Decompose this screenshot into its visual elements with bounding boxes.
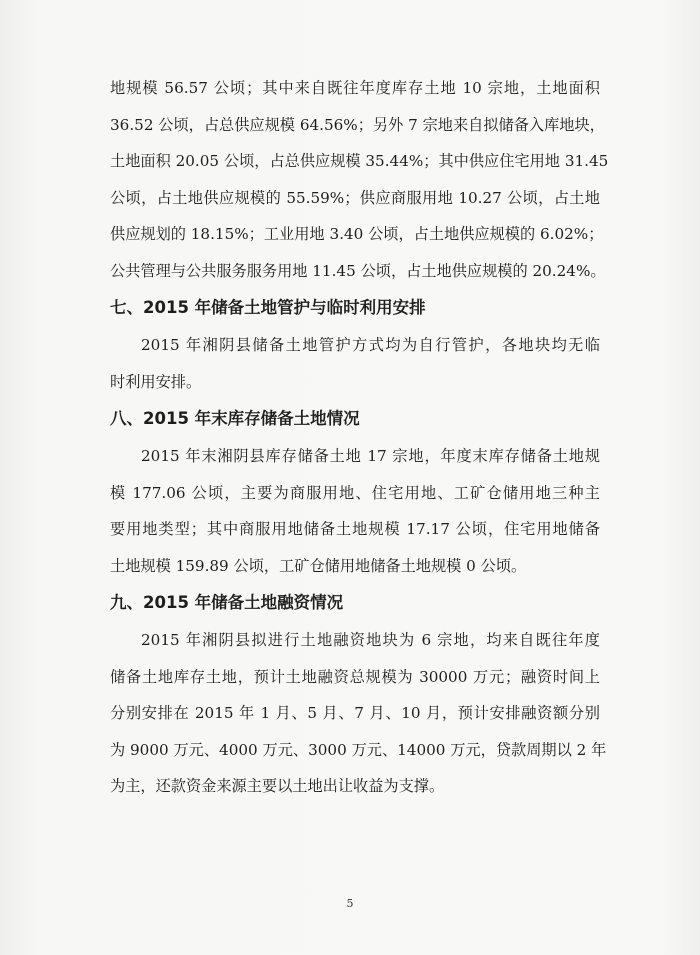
text-line: 为主，还款资金来源主要以土地出让收益为支撑。 — [110, 777, 445, 795]
text-line: 2015 年湘阴县储备土地管护方式均为自行管护，各地块均无临 — [141, 336, 600, 354]
section-heading-7: 七、2015 年储备土地管护与临时利用安排 — [110, 298, 426, 317]
paragraph-section-7 — [110, 327, 600, 400]
document-body — [110, 70, 609, 805]
paragraph-section-8 — [110, 438, 600, 584]
text-line: 公共管理与公共服务服务用地 11.45 公顷，占土地供应规模的 20.24%。 — [110, 261, 606, 280]
page-number: 5 — [346, 897, 354, 910]
text-line: 2015 年末湘阴县库存储备土地 17 宗地，年度末库存储备土地规 — [141, 447, 600, 465]
text-line: 36.52 公顷，占总供应规模 64.56%；另外 7 宗地来自拟储备入库地块， — [110, 115, 605, 134]
text-line: 地规模 56.57 公顷；其中来自既往年度库存土地 10 宗地，土地面积 — [110, 79, 600, 97]
text-line: 土地面积 20.05 公顷，占总供应规模 35.44%；其中供应住宅用地 31.45 — [110, 152, 609, 170]
text-line: 储备土地库存土地，预计土地融资总规模为 30000 万元；融资时间上 — [110, 667, 600, 686]
text-line: 要用地类型；其中商服用地储备土地规模 17.17 公顷，住宅用地储备 — [110, 520, 600, 538]
section-heading-8: 八、2015 年末库存储备土地情况 — [110, 409, 360, 428]
text-line: 模 177.06 公顷，主要为商服用地、住宅用地、工矿仓储用地三种主 — [110, 483, 600, 502]
text-line: 公顷，占土地供应规模的 55.59%；供应商服用地 10.27 公顷，占土地 — [110, 188, 600, 207]
section-heading-9: 九、2015 年储备土地融资情况 — [110, 593, 344, 612]
text-line: 为 9000 万元、4000 万元、3000 万元、14000 万元，贷款周期以 2 年 — [110, 740, 607, 759]
text-line: 土地规模 159.89 公顷，工矿仓储用地储备土地规模 0 公顷。 — [110, 556, 527, 575]
text-line: 供应规划的 18.15%；工业用地 3.40 公顷，占土地供应规模的 6.02%； — [110, 225, 604, 243]
text-line: 2015 年湘阴县拟进行土地融资地块为 6 宗地，均来自既往年度 — [141, 631, 600, 649]
text-line: 分别安排在 2015 年 1 月、5 月、7 月、10 月，预计安排融资额分别 — [110, 704, 600, 722]
paragraph-land-supply — [110, 70, 609, 289]
text-line: 时利用安排。 — [110, 372, 202, 391]
paragraph-section-9 — [110, 622, 607, 805]
